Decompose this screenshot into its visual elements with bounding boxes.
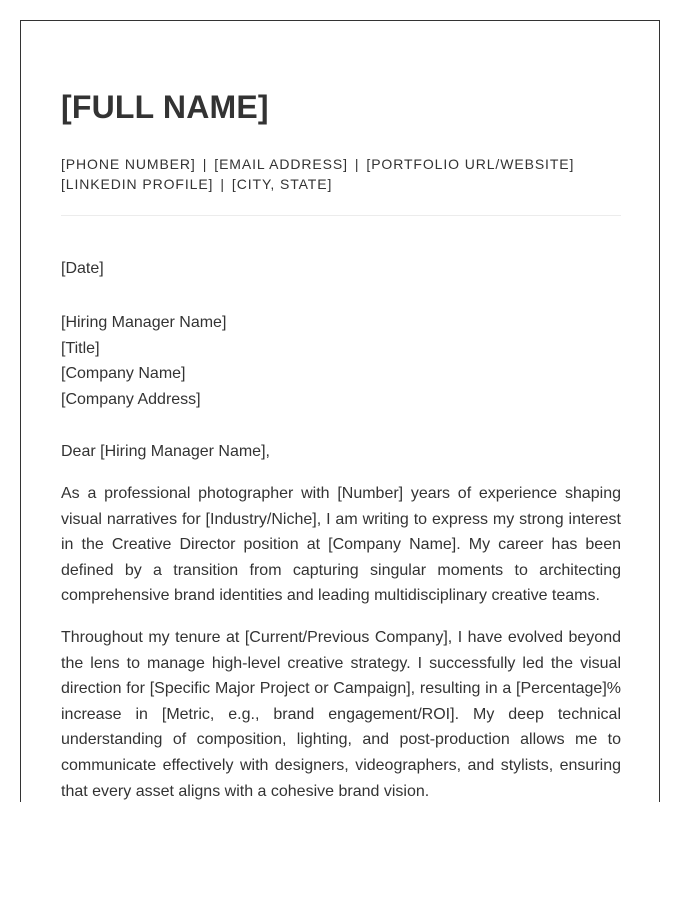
email-address: [EMAIL ADDRESS]: [214, 156, 348, 172]
portfolio-url: [PORTFOLIO URL/WEBSITE]: [366, 156, 575, 172]
recipient-address: [Company Address]: [61, 391, 201, 409]
header-divider: [61, 215, 621, 216]
contact-separator: |: [354, 156, 360, 172]
contact-line-2: [61, 174, 621, 194]
city-state: [CITY, STATE]: [231, 176, 333, 192]
salutation: Dear [Hiring Manager Name],: [61, 443, 270, 460]
linkedin-profile: [LINKEDIN PROFILE]: [61, 176, 214, 192]
recipient-name: [Hiring Manager Name]: [61, 314, 227, 331]
letter-page: [20, 20, 660, 802]
contact-separator: |: [220, 176, 225, 192]
recipient-company: [Company Name]: [61, 365, 186, 383]
contact-separator: |: [202, 156, 208, 172]
letter-date: [Date]: [61, 260, 104, 277]
recipient-block: [61, 310, 226, 413]
recipient-title: [Title]: [61, 339, 100, 357]
body-paragraph: As a professional photographer with [Number] years of experience shaping visual narratives for [Industry/Niche], I am writing to express my strong interest in the Creative Director position at [Company Name]. My career has been defined by a transition from capturing singular moments to architecting comprehensive brand identities and leading multidisciplinary creative teams.: [61, 485, 621, 605]
body-paragraph: Throughout my tenure at [Current/Previous Company], I have evolved beyond the lens to manage high-level creative strategy. I successfully led the visual direction for [Specific Major Project or Campaign], resulting in a [Percentage]% increase in [Metric, e.g., brand engagement/ROI]. My deep technical understanding of composition, lighting, and post-production allows me to communicate effectively with designers, videographers, and stylists, ensuring that every asset aligns with a cohesive brand vision.: [61, 629, 621, 800]
contact-line-1: [61, 154, 621, 174]
phone-number: [PHONE NUMBER]: [61, 156, 196, 172]
full-name-heading: [FULL NAME]: [61, 89, 269, 125]
contact-info: [61, 154, 621, 194]
